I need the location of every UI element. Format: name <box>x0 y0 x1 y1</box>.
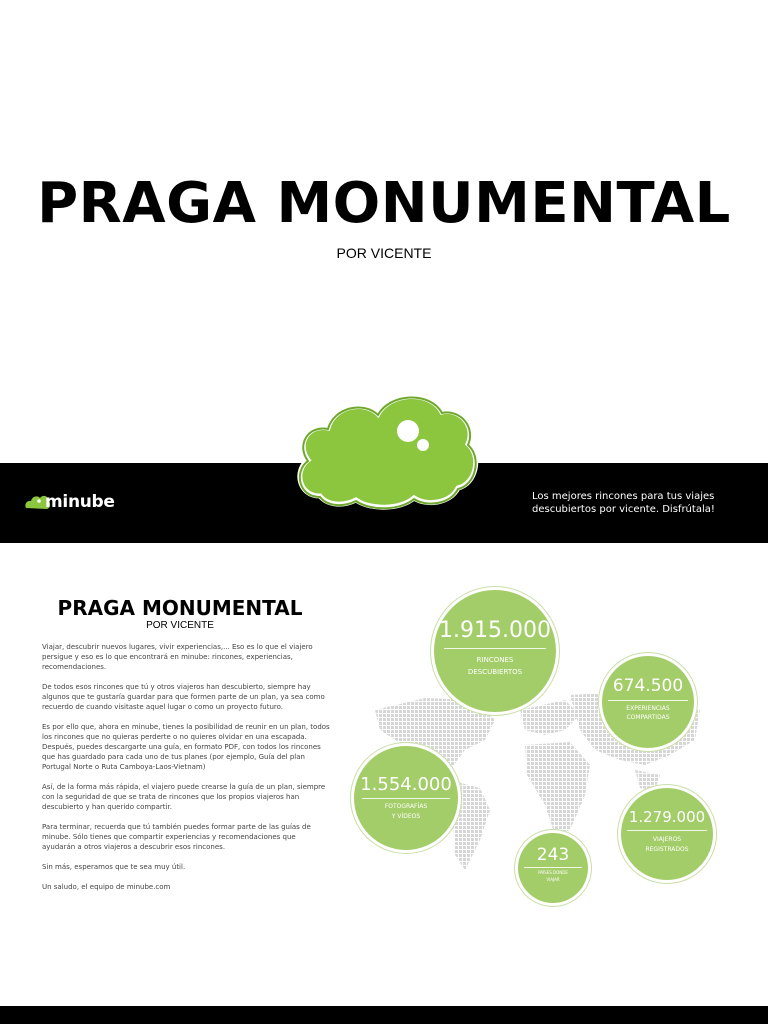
stat-divider <box>444 648 546 649</box>
stat-label: FOTOGRAFÍAS <box>384 803 428 810</box>
logo-wordmark: minube <box>45 492 115 512</box>
stat-divider <box>627 830 707 831</box>
stat-label: Y VÍDEOS <box>391 813 421 820</box>
stat-value: 1.915.000 <box>439 618 551 643</box>
stat-label: REGISTRADOS <box>645 846 689 853</box>
paragraph: Sin más, esperamos que te sea muy útil. <box>42 863 186 871</box>
stat-value: 1.554.000 <box>360 774 452 795</box>
tagline: Los mejores rincones para tus viajes descubiertos por vicente. Disfrútala! <box>532 491 715 515</box>
paragraph: De todos esos rincones que tú y otros viajeros han descubierto, siempre hay algunos que te gustaría guardar para que formen parte de un plan, ya sea como recuerdo de cuando visitaste aquel lugar o como un proyecto futuro. <box>42 683 325 711</box>
cloud-icon <box>290 388 480 513</box>
stat-divider <box>608 700 688 701</box>
stat-value: 674.500 <box>612 676 684 696</box>
stat-label: VIAJEROS <box>652 836 682 843</box>
paragraph: Un saludo, el equipo de minube.com <box>42 883 171 891</box>
cover-title: PRAGA MONUMENTAL <box>37 171 731 236</box>
stat-value: 1.279.000 <box>628 808 706 826</box>
intro-text <box>42 642 330 902</box>
page2-author: POR VICENTE <box>146 620 214 631</box>
stat-label: DESCUBIERTOS <box>467 668 523 676</box>
stat-value: 243 <box>536 845 570 865</box>
stat-rincones <box>434 590 556 712</box>
page2-title: PRAGA MONUMENTAL <box>57 596 303 620</box>
paragraph: Es por ello que, ahora en minube, tienes la posibilidad de reunir en un plan, todos los rincones que no quieras perderte o no quieres olvidar en una escapada. Después, puedes descargarte una guía, en formato PDF, con todos los rincones que has guardado para cada uno de tus planes (por ejemplo, Guía del plan Portugal Norte o Ruta Camboya-Laos-Vietnam) <box>42 723 330 771</box>
stat-viajeros <box>621 788 713 880</box>
paragraph: Para terminar, recuerda que tú también puedes formar parte de las guías de minube. Sólo tienes que compartir experiencias y recomendaciones que ayudarán a otros viajeros a descubrir esos rincones. <box>42 823 311 851</box>
stat-divider <box>362 798 450 799</box>
stat-label: PAÍSES DONDE <box>538 870 568 875</box>
stat-label: VIAJAR <box>546 877 560 882</box>
stat-divider <box>524 867 582 868</box>
bottom-bar <box>0 1006 768 1024</box>
paragraph: Así, de la forma más rápida, el viajero puede crearse la guía de un plan, siempre con la seguridad de que se trata de rincones que los propios viajeros han descubierto y han querido compartir. <box>42 783 326 811</box>
stat-fotografias <box>354 746 458 850</box>
stat-label: EXPERIENCIAS <box>626 705 670 712</box>
stat-label: COMPARTIDAS <box>626 714 670 721</box>
stat-paises <box>518 833 588 903</box>
stat-label: RINCONES <box>476 656 514 664</box>
cover-author: POR VICENTE <box>336 245 432 261</box>
stat-experiencias <box>602 656 694 748</box>
paragraph: Viajar, descubrir nuevos lugares, vivir experiencias,... Eso es lo que el viajero persigue y eso es lo que encontrará en minube: rincones, experiencias, recomendaciones. <box>42 643 313 671</box>
